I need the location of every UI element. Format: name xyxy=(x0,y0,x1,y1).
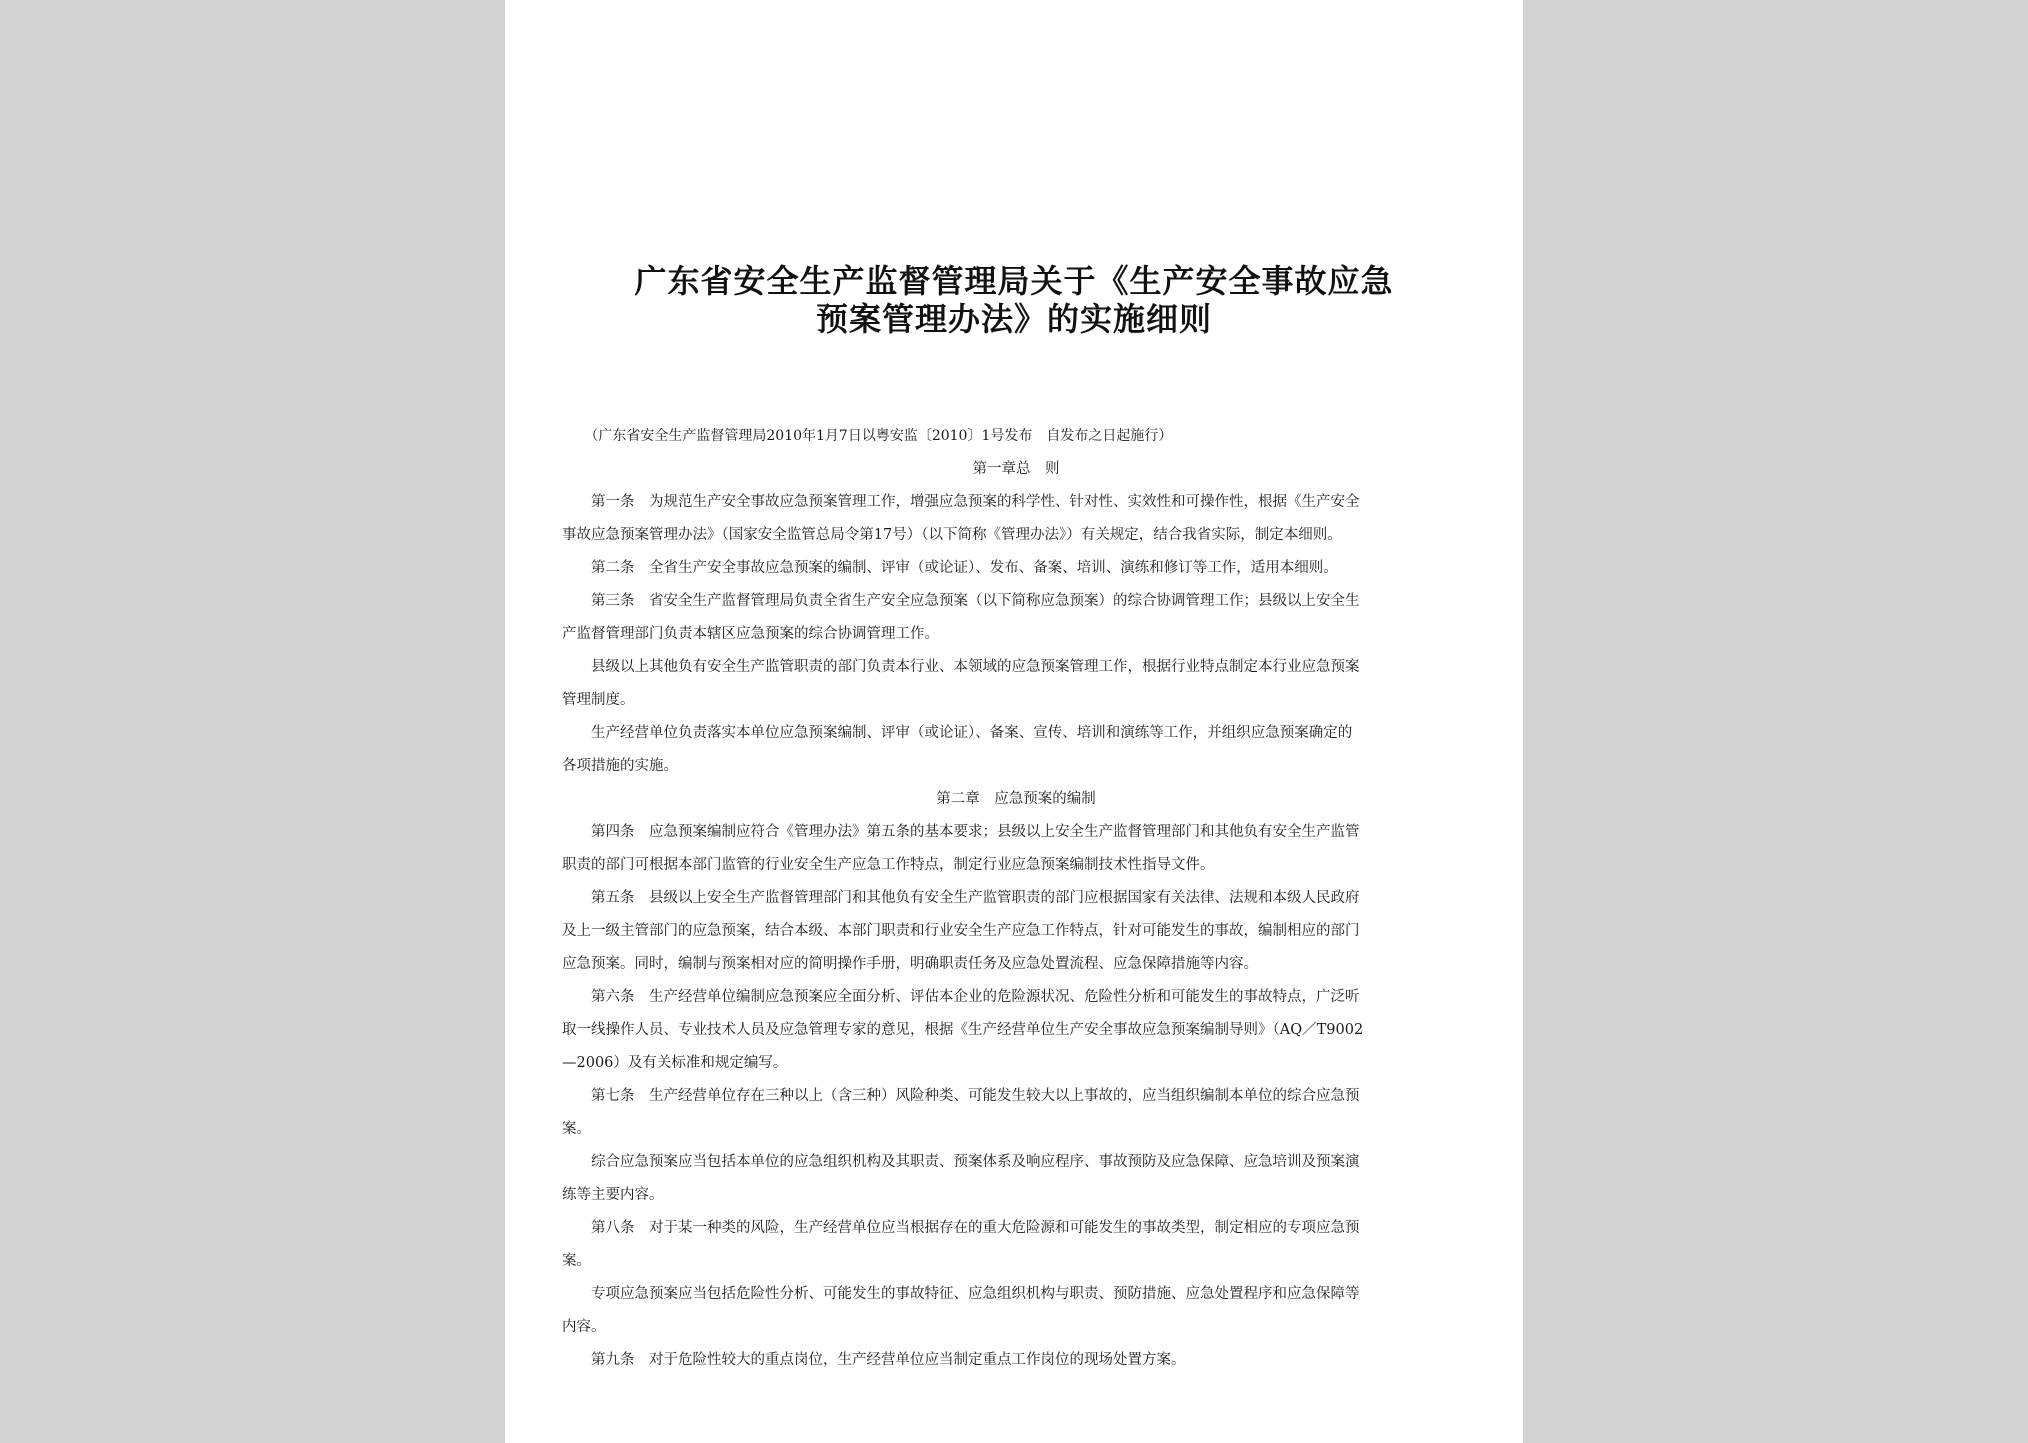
document-title xyxy=(505,262,1523,338)
article-paragraph xyxy=(562,1278,1470,1344)
text-line: 内容。 xyxy=(562,1319,606,1335)
article-paragraph xyxy=(562,1212,1470,1278)
text-line: 案。 xyxy=(562,1121,591,1137)
title-line-1: 广东省安全生产监督管理局关于《生产安全事故应急 xyxy=(634,262,1394,300)
document-page xyxy=(505,0,1523,1443)
article-paragraph xyxy=(562,585,1470,651)
document-body xyxy=(562,420,1470,1377)
text-line: 生产经营单位负责落实本单位应急预案编制、评审（或论证）、备案、宣传、培训和演练等工作，并组织应急预案确定的 xyxy=(591,725,1353,741)
text-line: 管理制度。 xyxy=(562,692,635,708)
text-line: 取一线操作人员、专业技术人员及应急管理专家的意见，根据《生产经营单位生产安全事故应急预案编制导则》（AQ／T9002 xyxy=(562,1022,1364,1038)
text-line: 产监督管理部门负责本辖区应急预案的综合协调管理工作。 xyxy=(562,626,939,642)
text-line: 第五条 县级以上安全生产监督管理部门和其他负有安全生产监管职责的部门应根据国家有关法律、法规和本级人民政府 xyxy=(591,890,1360,906)
text-line: 第二条 全省生产安全事故应急预案的编制、评审（或论证）、发布、备案、培训、演练和修订等工作，适用本细则。 xyxy=(591,560,1338,576)
article-paragraph xyxy=(562,552,1470,585)
text-line: 及上一级主管部门的应急预案，结合本级、本部门职责和行业安全生产应急工作特点，针对可能发生的事故，编制相应的部门 xyxy=(562,923,1360,939)
text-line: 专项应急预案应当包括危险性分析、可能发生的事故特征、应急组织机构与职责、预防措施、应急处置程序和应急保障等 xyxy=(591,1286,1360,1302)
text-line: 第八条 对于某一种类的风险，生产经营单位应当根据存在的重大危险源和可能发生的事故类型，制定相应的专项应急预 xyxy=(591,1220,1360,1236)
text-line: 事故应急预案管理办法》（国家安全监管总局令第17号）（以下简称《管理办法》）有关规定，结合我省实际，制定本细则。 xyxy=(562,527,1342,543)
title-line-2: 预案管理办法》的实施细则 xyxy=(815,300,1212,338)
text-line: 综合应急预案应当包括本单位的应急组织机构及其职责、预案体系及响应程序、事故预防及应急保障、应急培训及预案演 xyxy=(591,1154,1360,1170)
chapter-heading-2: 第二章 应急预案的编制 xyxy=(936,791,1096,807)
article-paragraph xyxy=(562,882,1470,981)
text-line: 第一条 为规范生产安全事故应急预案管理工作，增强应急预案的科学性、针对性、实效性和可操作性，根据《生产安全 xyxy=(591,494,1360,510)
text-line: —2006）及有关标准和规定编写。 xyxy=(562,1055,788,1071)
text-line: 案。 xyxy=(562,1253,591,1269)
text-line: 第四条 应急预案编制应符合《管理办法》第五条的基本要求；县级以上安全生产监督管理部门和其他负有安全生产监管 xyxy=(591,824,1360,840)
article-paragraph xyxy=(562,1080,1470,1146)
text-line: 各项措施的实施。 xyxy=(562,758,678,774)
text-line: 练等主要内容。 xyxy=(562,1187,664,1203)
text-line: 第六条 生产经营单位编制应急预案应全面分析、评估本企业的危险源状况、危险性分析和可能发生的事故特点，广泛听 xyxy=(591,989,1360,1005)
issuance-note: （广东省安全生产监督管理局2010年1月7日以粤安监〔2010〕1号发布 自发布之日起施行） xyxy=(584,428,1173,444)
article-paragraph xyxy=(562,486,1470,552)
article-paragraph xyxy=(562,981,1470,1080)
text-line: 县级以上其他负有安全生产监管职责的部门负责本行业、本领域的应急预案管理工作，根据行业特点制定本行业应急预案 xyxy=(591,659,1360,675)
article-paragraph xyxy=(562,1344,1470,1377)
article-paragraph xyxy=(562,1146,1470,1212)
article-paragraph xyxy=(562,717,1470,783)
text-line: 应急预案。同时，编制与预案相对应的简明操作手册，明确职责任务及应急处置流程、应急保障措施等内容。 xyxy=(562,956,1258,972)
text-line: 第三条 省安全生产监督管理局负责全省生产安全应急预案（以下简称应急预案）的综合协调管理工作；县级以上安全生 xyxy=(591,593,1360,609)
article-paragraph xyxy=(562,816,1470,882)
text-line: 第七条 生产经营单位存在三种以上（含三种）风险种类、可能发生较大以上事故的，应当组织编制本单位的综合应急预 xyxy=(591,1088,1360,1104)
text-line: 第九条 对于危险性较大的重点岗位，生产经营单位应当制定重点工作岗位的现场处置方案。 xyxy=(591,1352,1186,1368)
text-line: 职责的部门可根据本部门监管的行业安全生产应急工作特点，制定行业应急预案编制技术性指导文件。 xyxy=(562,857,1215,873)
article-paragraph xyxy=(562,651,1470,717)
chapter-heading-1: 第一章总 则 xyxy=(972,461,1060,477)
